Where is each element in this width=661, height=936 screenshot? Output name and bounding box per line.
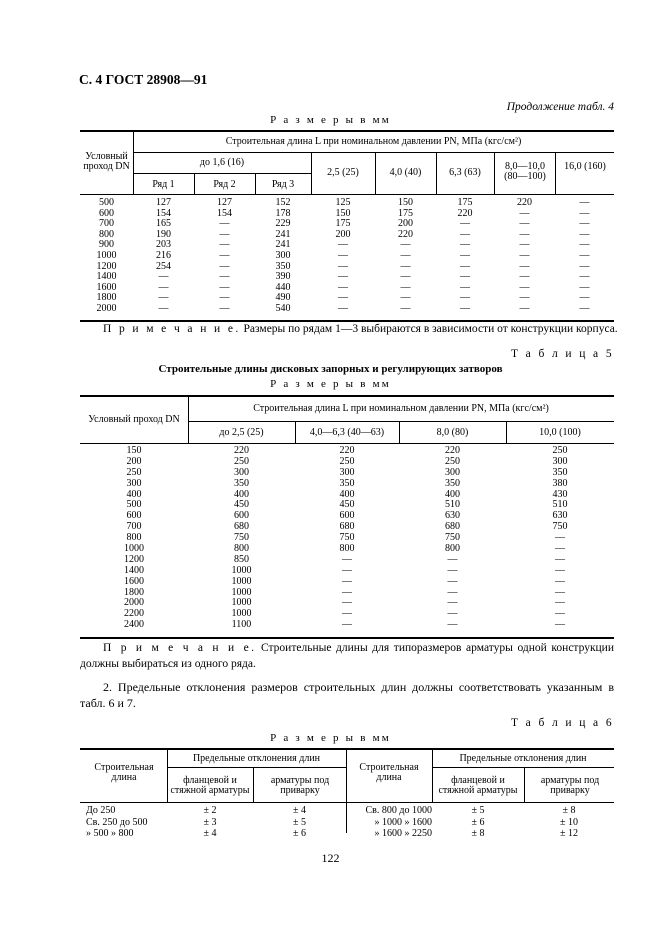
table-cell: 2000: [124, 597, 144, 609]
table-cell: 154: [156, 207, 171, 219]
table-cell: 127: [156, 197, 171, 208]
table-cell: —: [579, 228, 590, 240]
table-cell: —: [219, 239, 230, 251]
table-cell: 400: [445, 488, 460, 500]
table-cell: —: [519, 239, 530, 251]
table-cell: —: [579, 197, 590, 208]
table-cell: —: [400, 260, 411, 272]
table-cell: 1000: [231, 597, 252, 609]
table-cell: 750: [445, 532, 460, 544]
table-cell: 250: [339, 455, 355, 467]
table-cell: 150: [126, 445, 142, 456]
t5-header-group: Строительная длина L при номинальном давлении PN, МПа (кгс/см²): [253, 403, 549, 414]
table-cell: 850: [234, 553, 249, 565]
t5-note-text: Строительные длины для типоразмеров арматуры одной конструкции должны выбираться из одного ряда.: [80, 642, 614, 670]
t5-title: Строительные длины дисковых запорных и регулирующих затворов: [158, 363, 503, 375]
table-cell: —: [400, 281, 411, 293]
table-cell: —: [338, 281, 348, 293]
table-cell: ± 5: [471, 805, 485, 816]
table-cell: 154: [217, 207, 232, 219]
table-cell: 178: [275, 207, 291, 219]
t4-body: [80, 198, 614, 315]
table-cell: 150: [335, 207, 351, 219]
table-cell: 900: [99, 239, 114, 251]
page-header: С. 4 ГОСТ 28908—91: [79, 72, 208, 87]
table-cell: 380: [552, 477, 568, 489]
table-cell: —: [579, 260, 590, 272]
table-cell: —: [579, 218, 590, 230]
table-cell: 1000: [231, 575, 252, 587]
table-cell: —: [519, 302, 530, 314]
table-cell: 220: [457, 207, 473, 219]
t5-note-label: П р и м е ч а н и е.: [103, 642, 257, 654]
table-cell: —: [555, 553, 565, 565]
table-cell: —: [342, 564, 352, 576]
table-cell: 490: [275, 292, 291, 304]
t5-header-dn: Условный проход DN: [88, 414, 180, 425]
table-row: [80, 198, 614, 209]
table-cell: 430: [552, 488, 568, 500]
t4-header-pn160: 16,0 (160): [564, 161, 606, 172]
table-cell: —: [579, 292, 590, 304]
table-cell: 510: [552, 499, 568, 511]
table-cell: —: [400, 292, 411, 304]
table-cell: —: [342, 619, 352, 631]
table-cell: —: [338, 302, 348, 314]
table-cell: —: [338, 260, 348, 272]
t6-units: Р а з м е р ы в мм: [270, 732, 391, 744]
table-cell: 250: [234, 455, 249, 467]
table-row: [346, 805, 614, 817]
table-cell: —: [219, 218, 230, 230]
t4-header-pn80: 8,0—10,0 (80—100): [504, 161, 546, 183]
table-cell: 1200: [124, 553, 144, 565]
table-cell: 175: [457, 197, 473, 208]
table-cell: —: [460, 218, 470, 230]
table-cell: ± 8: [471, 828, 485, 839]
table-cell: —: [555, 564, 565, 576]
table-cell: 300: [339, 466, 355, 478]
t6-label: Т а б л и ц а 6: [510, 717, 614, 729]
t4-header-pn25: 2,5 (25): [327, 167, 359, 178]
paragraph-2: 2. Предельные отклонения размеров строительных длин должны соответствовать указанным в табл. 6 и 7.: [80, 680, 614, 710]
table-cell: —: [447, 564, 458, 576]
table-cell: 400: [234, 488, 249, 500]
table-cell: —: [579, 271, 590, 283]
table-cell: 630: [445, 510, 460, 522]
table-cell: ± 12: [560, 828, 578, 839]
table-cell: 600: [339, 510, 355, 522]
table-cell: 700: [126, 521, 142, 533]
table-cell: —: [519, 281, 530, 293]
t6-header-group-left: Предельные отклонения длин: [192, 753, 321, 764]
table-cell: 250: [126, 466, 142, 478]
table-cell: 350: [275, 260, 291, 272]
table-cell: —: [579, 207, 590, 219]
table-row: [80, 817, 346, 829]
table-cell: 1800: [96, 292, 117, 304]
table-cell: 440: [275, 281, 291, 293]
table-cell: 800: [99, 228, 114, 240]
table-cell: 1800: [124, 586, 144, 598]
t5-label: Т а б л и ц а 5: [510, 348, 614, 360]
table-cell: —: [342, 597, 352, 609]
table-row: [80, 479, 614, 490]
table-cell: ± 10: [560, 816, 578, 828]
table-cell: 750: [234, 532, 249, 544]
t4-header-pn16: до 1,6 (16): [199, 157, 245, 168]
table-cell: 600: [234, 510, 249, 522]
table-cell: 390: [275, 271, 291, 283]
table-row: [80, 828, 346, 840]
table-cell: 450: [234, 499, 249, 511]
table-cell: 500: [99, 197, 114, 208]
table-cell: ± 4: [293, 805, 306, 816]
t6-header-group-right: Предельные отклонения длин: [459, 753, 587, 764]
table-cell: 350: [445, 477, 460, 489]
t4-header-pn63: 6,3 (63): [449, 167, 481, 178]
table-cell: ± 4: [203, 828, 217, 839]
table-cell: —: [158, 271, 169, 283]
table-cell: —: [460, 271, 470, 283]
table-cell: 500: [126, 499, 142, 511]
table-cell: —: [158, 281, 169, 293]
t6-header-flange-right: фланцевой и стяжной арматуры: [438, 775, 518, 797]
table-cell: —: [158, 292, 169, 304]
table-cell: 1000: [96, 249, 117, 261]
table-cell: 1000: [124, 543, 144, 555]
t5-header-c2: 4,0—6,3 (40—63): [309, 427, 385, 438]
table-cell: —: [219, 281, 230, 293]
table-row: [346, 817, 614, 829]
table-cell: 220: [445, 445, 460, 456]
t4-header-dn: Условный проход DN: [83, 151, 130, 173]
t4-header-group: Строительная длина L при номинальном давлении PN, МПа (кгс/см²): [225, 136, 522, 147]
table-cell: 300: [126, 477, 142, 489]
table-cell: 300: [234, 466, 249, 478]
table-cell: —: [460, 281, 470, 293]
table-cell: —: [555, 597, 565, 609]
table-cell: 250: [552, 445, 568, 456]
table-cell: —: [219, 228, 230, 240]
t5-note: [80, 640, 614, 672]
table-cell: 700: [99, 218, 114, 230]
t5-body: [80, 446, 614, 631]
t6-body-right: [346, 805, 614, 840]
table-cell: 229: [275, 218, 291, 230]
table-cell: 1600: [96, 281, 117, 293]
table-cell: —: [342, 553, 352, 565]
table-cell: ± 8: [562, 805, 576, 816]
t4-header-row2: Ряд 2: [213, 179, 236, 190]
table-cell: 400: [126, 488, 142, 500]
t4-note-label: П р и м е ч а н и е.: [103, 323, 241, 335]
table-cell: » 500 » 800: [86, 828, 134, 839]
table-cell: —: [219, 249, 230, 261]
table-cell: 300: [275, 249, 291, 261]
table-cell: 510: [445, 499, 460, 511]
table-cell: —: [338, 271, 348, 283]
t6-header-length-right: Строительная длина: [359, 762, 419, 784]
table-cell: 200: [335, 228, 351, 240]
table-cell: ± 6: [293, 828, 306, 839]
table-cell: 750: [552, 521, 568, 533]
t6-header-length-left: Строительная длина: [94, 762, 154, 784]
table-cell: 300: [552, 455, 568, 467]
t6-header-weld-left: арматуры под приварку: [270, 775, 330, 797]
table-cell: 1600: [124, 575, 144, 587]
table-cell: —: [519, 207, 530, 219]
t4-header-row3: Ряд 3: [271, 179, 295, 190]
table-cell: 800: [234, 543, 249, 555]
table-row: [80, 304, 614, 315]
table-cell: ± 2: [203, 805, 217, 816]
t5-header-c3: 8,0 (80): [436, 427, 469, 438]
table-cell: ± 5: [293, 816, 306, 828]
table-cell: —: [519, 271, 530, 283]
table-cell: —: [519, 218, 530, 230]
table-cell: 300: [445, 466, 460, 478]
table-cell: 1200: [96, 260, 117, 272]
table-cell: 152: [275, 197, 291, 208]
table-cell: —: [555, 543, 565, 555]
table-row: [346, 828, 614, 840]
table-cell: —: [342, 575, 352, 587]
table-cell: 350: [339, 477, 355, 489]
table-cell: —: [460, 260, 470, 272]
table-cell: —: [519, 249, 530, 261]
table-cell: 2000: [96, 302, 117, 314]
table-cell: —: [342, 608, 352, 620]
table-cell: 350: [552, 466, 568, 478]
t4-header-pn40: 4,0 (40): [389, 167, 422, 178]
table-continuation-label: Продолжение табл. 4: [506, 101, 614, 113]
t4-note: [103, 323, 623, 335]
table-cell: 600: [99, 207, 114, 219]
table-cell: —: [447, 608, 458, 620]
table-cell: 216: [156, 249, 171, 261]
table-cell: —: [579, 239, 590, 251]
table-cell: 680: [445, 521, 460, 533]
table-cell: 630: [552, 510, 568, 522]
table-cell: —: [555, 586, 565, 598]
table-cell: ± 6: [471, 816, 485, 828]
table-cell: 254: [156, 260, 171, 272]
table-cell: ± 3: [203, 816, 217, 828]
table-cell: 203: [156, 239, 171, 251]
table-cell: —: [555, 619, 565, 631]
table-cell: 450: [339, 499, 355, 511]
table-cell: —: [579, 281, 590, 293]
table-cell: 540: [275, 302, 291, 314]
table-cell: —: [447, 553, 458, 565]
table-cell: Св. 800 до 1000: [365, 805, 432, 816]
t4-header-row1: Ряд 1: [152, 179, 175, 190]
table-cell: 1400: [96, 271, 117, 283]
table-cell: 680: [234, 521, 249, 533]
table-cell: 2200: [124, 608, 144, 620]
table-cell: 800: [126, 532, 142, 544]
table-cell: —: [519, 292, 530, 304]
table-cell: 1000: [231, 586, 252, 598]
table-cell: —: [519, 228, 530, 240]
table-cell: До 250: [86, 805, 116, 816]
table-cell: 1400: [124, 564, 144, 576]
t4-units: Р а з м е р ы в мм: [270, 114, 391, 126]
table-cell: 150: [398, 197, 413, 208]
table-cell: —: [338, 292, 348, 304]
t5-header-c4: 10,0 (100): [539, 427, 581, 438]
table-cell: 800: [339, 543, 355, 555]
table-cell: —: [219, 302, 230, 314]
table-cell: 220: [234, 445, 249, 456]
table-row: [80, 251, 614, 262]
t5-units: Р а з м е р ы в мм: [270, 378, 391, 390]
table-cell: —: [219, 271, 230, 283]
table-cell: —: [447, 586, 458, 598]
table-cell: —: [460, 239, 470, 251]
table-cell: 241: [275, 228, 291, 240]
table-cell: 175: [398, 207, 413, 219]
table-cell: 350: [234, 477, 249, 489]
table-cell: 127: [217, 197, 232, 208]
table-cell: 800: [445, 543, 460, 555]
t5-header-c1: до 2,5 (25): [219, 427, 264, 438]
table-cell: —: [460, 228, 470, 240]
table-row: [80, 805, 346, 817]
table-cell: —: [460, 302, 470, 314]
table-cell: —: [519, 260, 530, 272]
table-cell: 1100: [231, 619, 252, 631]
table-cell: —: [447, 597, 458, 609]
t6-body-left: [80, 805, 346, 840]
table-cell: —: [579, 249, 590, 261]
table-cell: » 1000 » 1600: [374, 816, 432, 828]
table-cell: —: [555, 532, 565, 544]
table-cell: 680: [339, 521, 355, 533]
table-cell: —: [579, 302, 590, 314]
table-cell: —: [400, 249, 411, 261]
table-row: [80, 620, 614, 631]
table-cell: 600: [126, 510, 142, 522]
table-cell: 220: [517, 197, 532, 208]
table-cell: 2400: [124, 619, 144, 631]
table-cell: » 1600 » 2250: [374, 828, 432, 839]
page-number: 122: [321, 851, 340, 865]
table-row: [80, 577, 614, 588]
table-cell: 241: [275, 239, 291, 251]
table-cell: 1000: [231, 608, 252, 620]
table-cell: 175: [335, 218, 351, 230]
table-cell: —: [158, 302, 169, 314]
table-cell: 220: [398, 228, 413, 240]
table-cell: —: [555, 608, 565, 620]
table-cell: 200: [398, 218, 413, 230]
table-cell: —: [400, 302, 411, 314]
table-cell: —: [447, 575, 458, 587]
table-cell: —: [400, 271, 411, 283]
table-cell: —: [460, 292, 470, 304]
table-cell: 400: [339, 488, 355, 500]
table-cell: —: [460, 249, 470, 261]
table-cell: 250: [445, 455, 460, 467]
table-cell: —: [342, 586, 352, 598]
table-cell: —: [338, 249, 348, 261]
table-cell: —: [447, 619, 458, 631]
t6-header-weld-right: арматуры под приварку: [540, 775, 600, 797]
table-cell: —: [219, 260, 230, 272]
table-cell: 125: [335, 197, 351, 208]
table-cell: 165: [156, 218, 171, 230]
table-cell: —: [555, 575, 565, 587]
table-cell: Св. 250 до 500: [86, 816, 148, 828]
table-cell: 220: [339, 445, 355, 456]
table-cell: —: [219, 292, 230, 304]
table-cell: 200: [126, 455, 142, 467]
t4-note-text: Размеры по рядам 1—3 выбираются в зависимости от конструкции корпуса.: [243, 323, 618, 335]
table-cell: 1000: [231, 564, 252, 576]
table-cell: 750: [339, 532, 355, 544]
table-cell: —: [338, 239, 348, 251]
t6-header-flange-left: фланцевой и стяжной арматуры: [170, 775, 250, 797]
table-cell: —: [400, 239, 411, 251]
table-cell: 190: [156, 228, 171, 240]
